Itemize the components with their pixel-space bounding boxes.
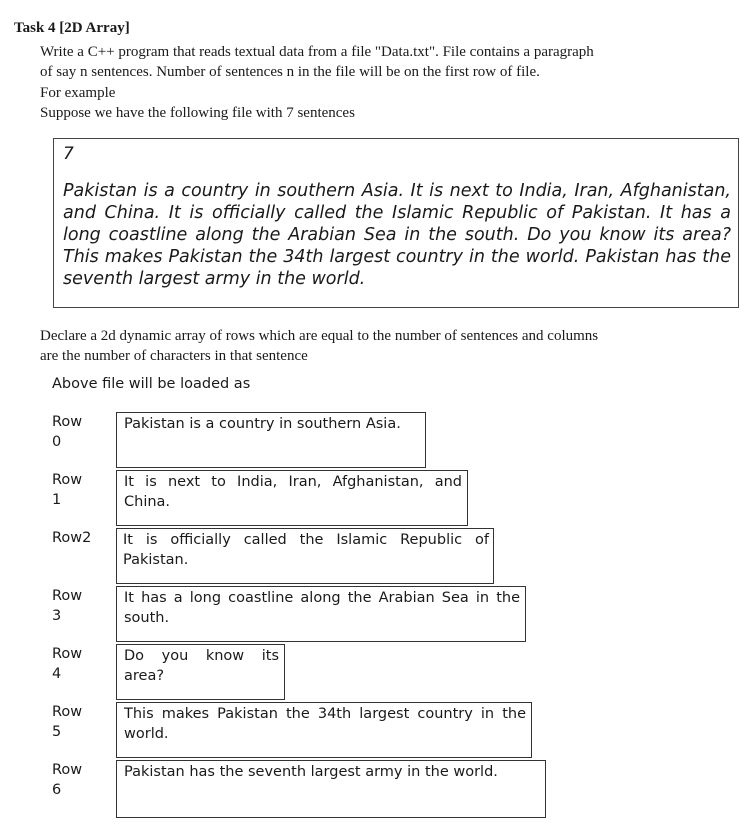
intro-line-3: For example (40, 85, 116, 101)
row-text-0: Pakistan is a country in southern Asia. (124, 416, 401, 432)
row-label-6: Row 6 (52, 762, 83, 798)
row-box-4 (116, 644, 285, 700)
file-paragraph: Pakistan is a country in southern Asia. It is next to India, Iran, Afghanistan, and China. It is officially called the Islamic Republic of Pakistan. It has a long coastline along the Arabian Sea in the south. Do you know its area? This makes Pakistan the 34th largest country in the world. Pakistan has the seventh largest army in the world. (63, 181, 731, 289)
row-label-0: Row 0 (52, 414, 83, 450)
intro-line-1: Write a C++ program that reads textual data from a file "Data.txt". File contains a paragraph (40, 44, 594, 60)
row-box-2 (116, 528, 494, 584)
row-text-1: It is next to India, Iran, Afghanistan, and China. (124, 474, 462, 510)
row-text-2: It is officially called the Islamic Republic of Pakistan. (123, 532, 489, 568)
row-label-5: Row 5 (52, 704, 83, 740)
row-box-1 (116, 470, 468, 526)
loaded-label: Above file will be loaded as (52, 376, 251, 392)
row-text-3: It has a long coastline along the Arabian Sea in the south. (124, 590, 520, 626)
intro-line-4: Suppose we have the following file with 7 sentences (40, 105, 355, 121)
row-text-6: Pakistan has the seventh largest army in the world. (124, 764, 498, 780)
sentence-count: 7 (63, 144, 74, 164)
row-label-4: Row 4 (52, 646, 83, 682)
row-box-6 (116, 760, 546, 818)
row-text-4: Do you know its area? (124, 648, 279, 684)
row-box-0 (116, 412, 426, 468)
row-box-3 (116, 586, 526, 642)
row-label-3: Row 3 (52, 588, 83, 624)
row-label-2: Row2 (52, 530, 92, 546)
declare-line-2: are the number of characters in that sentence (40, 348, 308, 364)
intro-line-2: of say n sentences. Number of sentences n in the file will be on the first row of file. (40, 64, 540, 80)
declare-line-1: Declare a 2d dynamic array of rows which are equal to the number of sentences and columns (40, 328, 599, 344)
row-label-1: Row 1 (52, 472, 83, 508)
file-example-box (53, 138, 739, 308)
row-box-5 (116, 702, 532, 758)
task-title: Task 4 [2D Array] (14, 20, 130, 36)
row-text-5: This makes Pakistan the 34th largest country in the world. (124, 706, 526, 742)
